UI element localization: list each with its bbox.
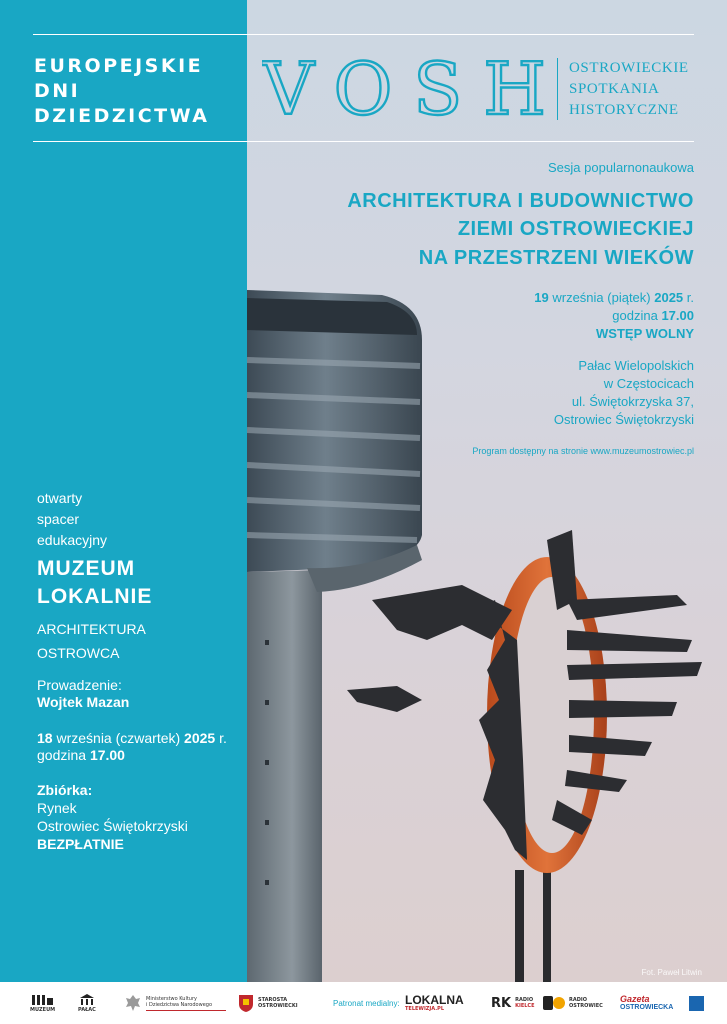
session-hour-prefix: godzina (612, 308, 662, 323)
logo-gazeta-line-1: Gazeta (620, 994, 650, 1004)
radio-kielce-mark-icon: RK (491, 995, 512, 1011)
top-rule-right (247, 34, 694, 35)
session-title-3: NA PRZESTRZENI WIEKÓW (418, 247, 694, 269)
walk-subtitle-2: OSTROWCA (37, 645, 120, 661)
logo-square (689, 982, 704, 1024)
vosh-logo-text: VOSH (262, 52, 546, 124)
walk-intro-3: edukacyjny (37, 532, 108, 548)
session-date (534, 289, 694, 307)
osh-line-2: SPOTKANIA (569, 81, 660, 97)
header-bottom-rule-right (247, 141, 694, 142)
logo-radio-ostrowiec (543, 982, 603, 1024)
vosh-logo (262, 52, 548, 124)
logo-lokalna-text: LOKALNA (405, 993, 464, 1007)
logo-gazeta-line-2: OSTROWIECKA (620, 1004, 674, 1011)
logo-radio-ostrowiec-line-2: OSTROWIEC (569, 1003, 603, 1009)
walk-meet-place-2: Ostrowiec Świętokrzyski (37, 818, 188, 834)
walk-lead-label: Prowadzenie: (37, 677, 122, 693)
walk-intro-1: otwarty (37, 490, 83, 506)
logo-ministry (124, 982, 226, 1024)
session-title-2: ZIEMI OSTROWIECKIEJ (457, 218, 694, 240)
logo-radio-ostrowiec-line-1: RADIO (569, 997, 587, 1003)
session-kind: Sesja popularnonaukowa (548, 160, 694, 175)
session-date-year: 2025 (654, 290, 684, 305)
top-rule-left (33, 34, 247, 35)
walk-subtitle-1: ARCHITEKTURA (37, 621, 146, 637)
edd-line-1: EUROPEJSKIE (34, 55, 204, 77)
logo-ministry-line-1: Ministerstwo Kultury (146, 995, 197, 1002)
walk-lead-name: Wojtek Mazan (37, 694, 130, 710)
walk-intro-2: spacer (37, 511, 80, 527)
walk-hour-prefix: godzina (37, 747, 90, 763)
radio-ostrowiec-mark-icon (543, 995, 565, 1011)
photo-credit: Fot. Paweł Litwin (641, 968, 702, 977)
palace-icon (79, 993, 95, 1006)
walk-hour (37, 746, 125, 765)
edd-line-3: DZIEDZICTWA (34, 105, 210, 127)
edd-line-2: DNI (34, 80, 81, 102)
session-hour-value: 17.00 (661, 308, 694, 323)
walk-fee: BEZPŁATNIE (37, 836, 124, 852)
osh-line-1: OSTROWIECKIE (569, 60, 689, 76)
session-entry (596, 325, 694, 343)
session-place-3: ul. Świętokrzyska 37, (571, 394, 694, 409)
walk-hour-value: 17.00 (89, 747, 125, 763)
square-logo-icon (689, 996, 704, 1011)
footer-logos (0, 982, 727, 1024)
logo-palac (78, 982, 96, 1024)
osh-line-3: HISTORYCZNE (569, 102, 679, 118)
logo-starosta (238, 982, 298, 1024)
session-date-rest: września (piątek) (548, 290, 655, 305)
patronat-text: Patronat medialny: (333, 998, 400, 1008)
session-place-4: Ostrowiec Świętokrzyski (553, 412, 694, 427)
event-photo (247, 0, 727, 982)
logo-radio-kielce-line-1: RADIO (515, 997, 534, 1003)
logo-starosta-line-1: STAROSTA (258, 997, 288, 1003)
logo-muzeum-text: MUZEUM (30, 1006, 56, 1013)
logo-lokalna-sub: TELEWIZJA.PL (405, 1006, 445, 1012)
walk-date-suffix: r. (215, 730, 227, 746)
session-entry-text: WSTĘP WOLNY (596, 326, 694, 341)
walk-meet-place-1: Rynek (37, 800, 77, 816)
logo-gazeta (620, 982, 673, 1024)
session-date-suffix: r. (683, 290, 694, 305)
vosh-separator (557, 58, 558, 120)
session-place-1: Pałac Wielopolskich (578, 358, 694, 373)
session-program-link[interactable]: Program dostępny na stronie www.muzeumostrowiec.pl (472, 446, 694, 456)
logo-palac-text: PAŁAC (78, 1007, 96, 1013)
walk-title-1: MUZEUM (37, 557, 136, 580)
walk-date-day: 18 (37, 730, 53, 746)
logo-starosta-line-2: OSTROWIECKI (258, 1003, 298, 1009)
walk-meet-label: Zbiórka: (37, 782, 93, 798)
logo-muzeum (30, 982, 55, 1024)
logo-radio-kielce-line-2: KIELCE (515, 1003, 535, 1009)
coat-of-arms-icon (238, 994, 254, 1013)
session-title-1: ARCHITEKTURA I BUDOWNICTWO (347, 190, 694, 212)
sculpture (347, 530, 702, 982)
museum-building-icon (31, 994, 55, 1006)
patronat-label (333, 982, 400, 1024)
walk-date-year: 2025 (184, 730, 216, 746)
session-hour (612, 307, 694, 325)
session-date-day: 19 (534, 290, 549, 305)
session-place-2: w Częstocicach (603, 376, 694, 391)
eagle-emblem-icon (124, 993, 142, 1013)
water-tower (247, 290, 422, 982)
logo-radio-kielce (491, 982, 535, 1024)
header-bottom-rule-left (33, 141, 247, 142)
logo-ministry-line-2: i Dziedzictwa Narodowego (146, 1001, 212, 1008)
walk-date-rest: września (czwartek) (52, 730, 185, 746)
logo-lokalna (405, 982, 464, 1024)
walk-title-2: LOKALNIE (37, 585, 153, 608)
